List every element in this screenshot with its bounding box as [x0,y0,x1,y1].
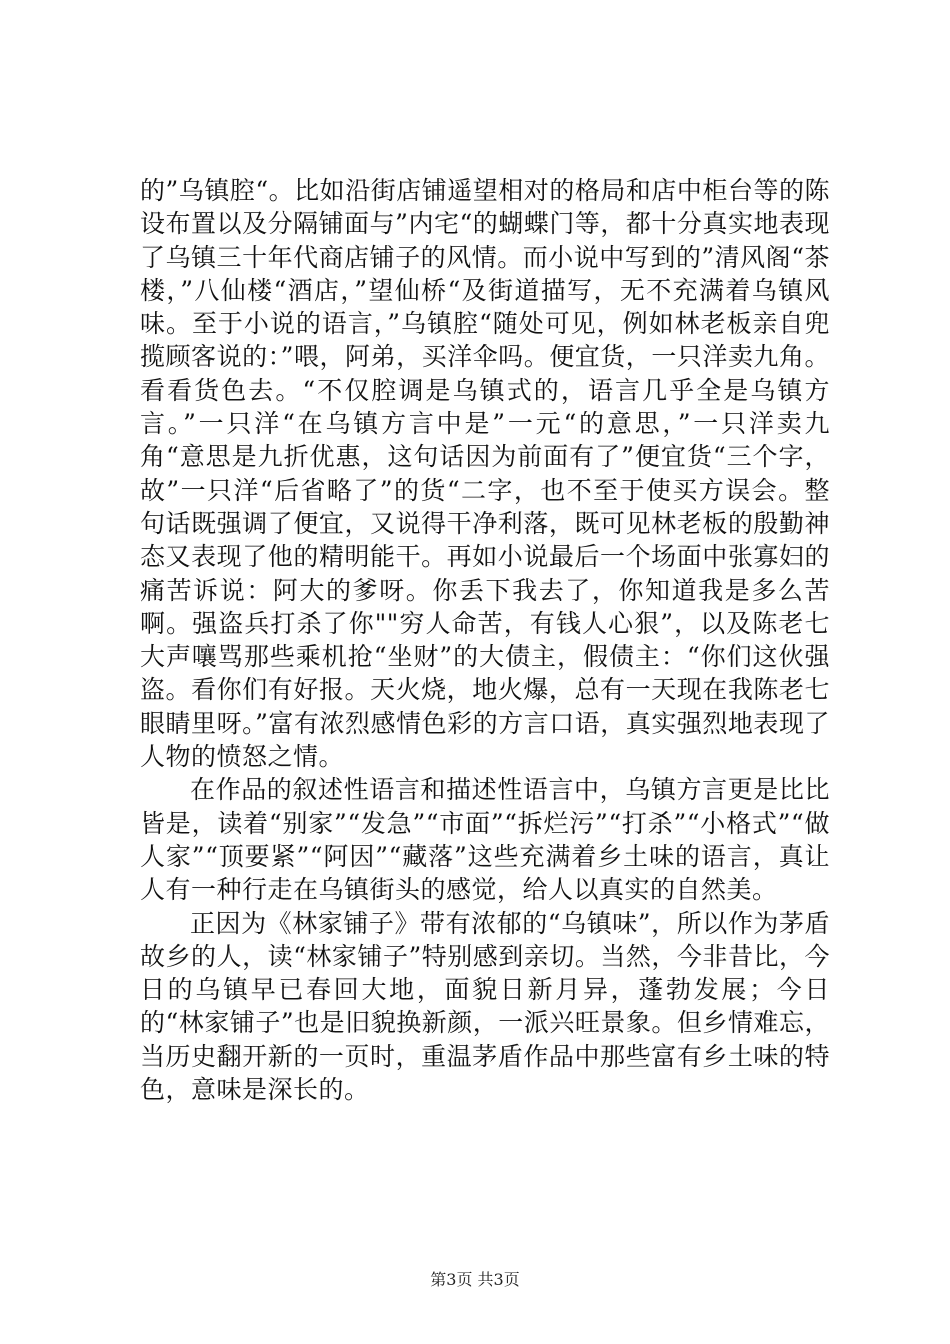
paragraph-3: 正因为《林家铺子》带有浓郁的“乌镇味”，所以作为茅盾故乡的人，读“林家铺子”特别感到亲切。当然，今非昔比，今日的乌镇早已春回大地，面貌日新月异，蓬勃发展；今日的“林家铺子”也是旧貌换新颜，一派兴旺景象。但乡情难忘，当历史翻开新的一页时，重温茅盾作品中那些富有乡土味的特色，意味是深长的。 [140,908,830,1105]
paragraph-2: 在作品的叙述性语言和描述性语言中，乌镇方言更是比比皆是，读着“别家”“发急”“市面”“拆烂污”“打杀”“小格式”“做人家”“顶要紧”“阿因”“藏落”这些充满着乡土味的语言，真让人有一种行走在乌镇街头的感觉，给人以真实的自然美。 [140,775,830,905]
document-body [140,174,830,1106]
page-footer: 第3页 共3页 [430,1270,520,1289]
paragraph-1: 的”乌镇腔“。比如沿街店铺遥望相对的格局和店中柜台等的陈设布置以及分隔铺面与”内宅“的蝴蝶门等，都十分真实地表现了乌镇三十年代商店铺子的风情。而小说中写到的”清风阁“茶楼，”八仙楼“酒店，”望仙桥“及街道描写，无不充满着乌镇风味。至于小说的语言，”乌镇腔“随处可见，例如林老板亲自兜揽顾客说的：”喂，阿弟，买洋伞吗。便宜货，一只洋卖九角。看看货色去。“不仅腔调是乌镇式的，语言几乎全是乌镇方言。”一只洋“在乌镇方言中是”一元“的意思，”一只洋卖九角“意思是九折优惠，这句话因为前面有了”便宜货“三个字，故”一只洋“后省略了”的货“二字，也不至于使买方误会。整句话既强调了便宜，又说得干净利落，既可见林老板的殷勤神态又表现了他的精明能干。再如小说最后一个场面中张寡妇的痛苦诉说：阿大的爹呀。你丢下我去了，你知道我是多么苦啊。强盗兵打杀了你""穷人命苦，有钱人心狠”，以及陈老七大声嚷骂那些乘机抢“坐财”的大债主，假债主：“你们这伙强盗。看你们有好报。天火烧，地火爆，总有一天现在我陈老七眼睛里呀。”富有浓烈感情色彩的方言口语，真实强烈地表现了人物的愤怒之情。 [140,176,830,772]
